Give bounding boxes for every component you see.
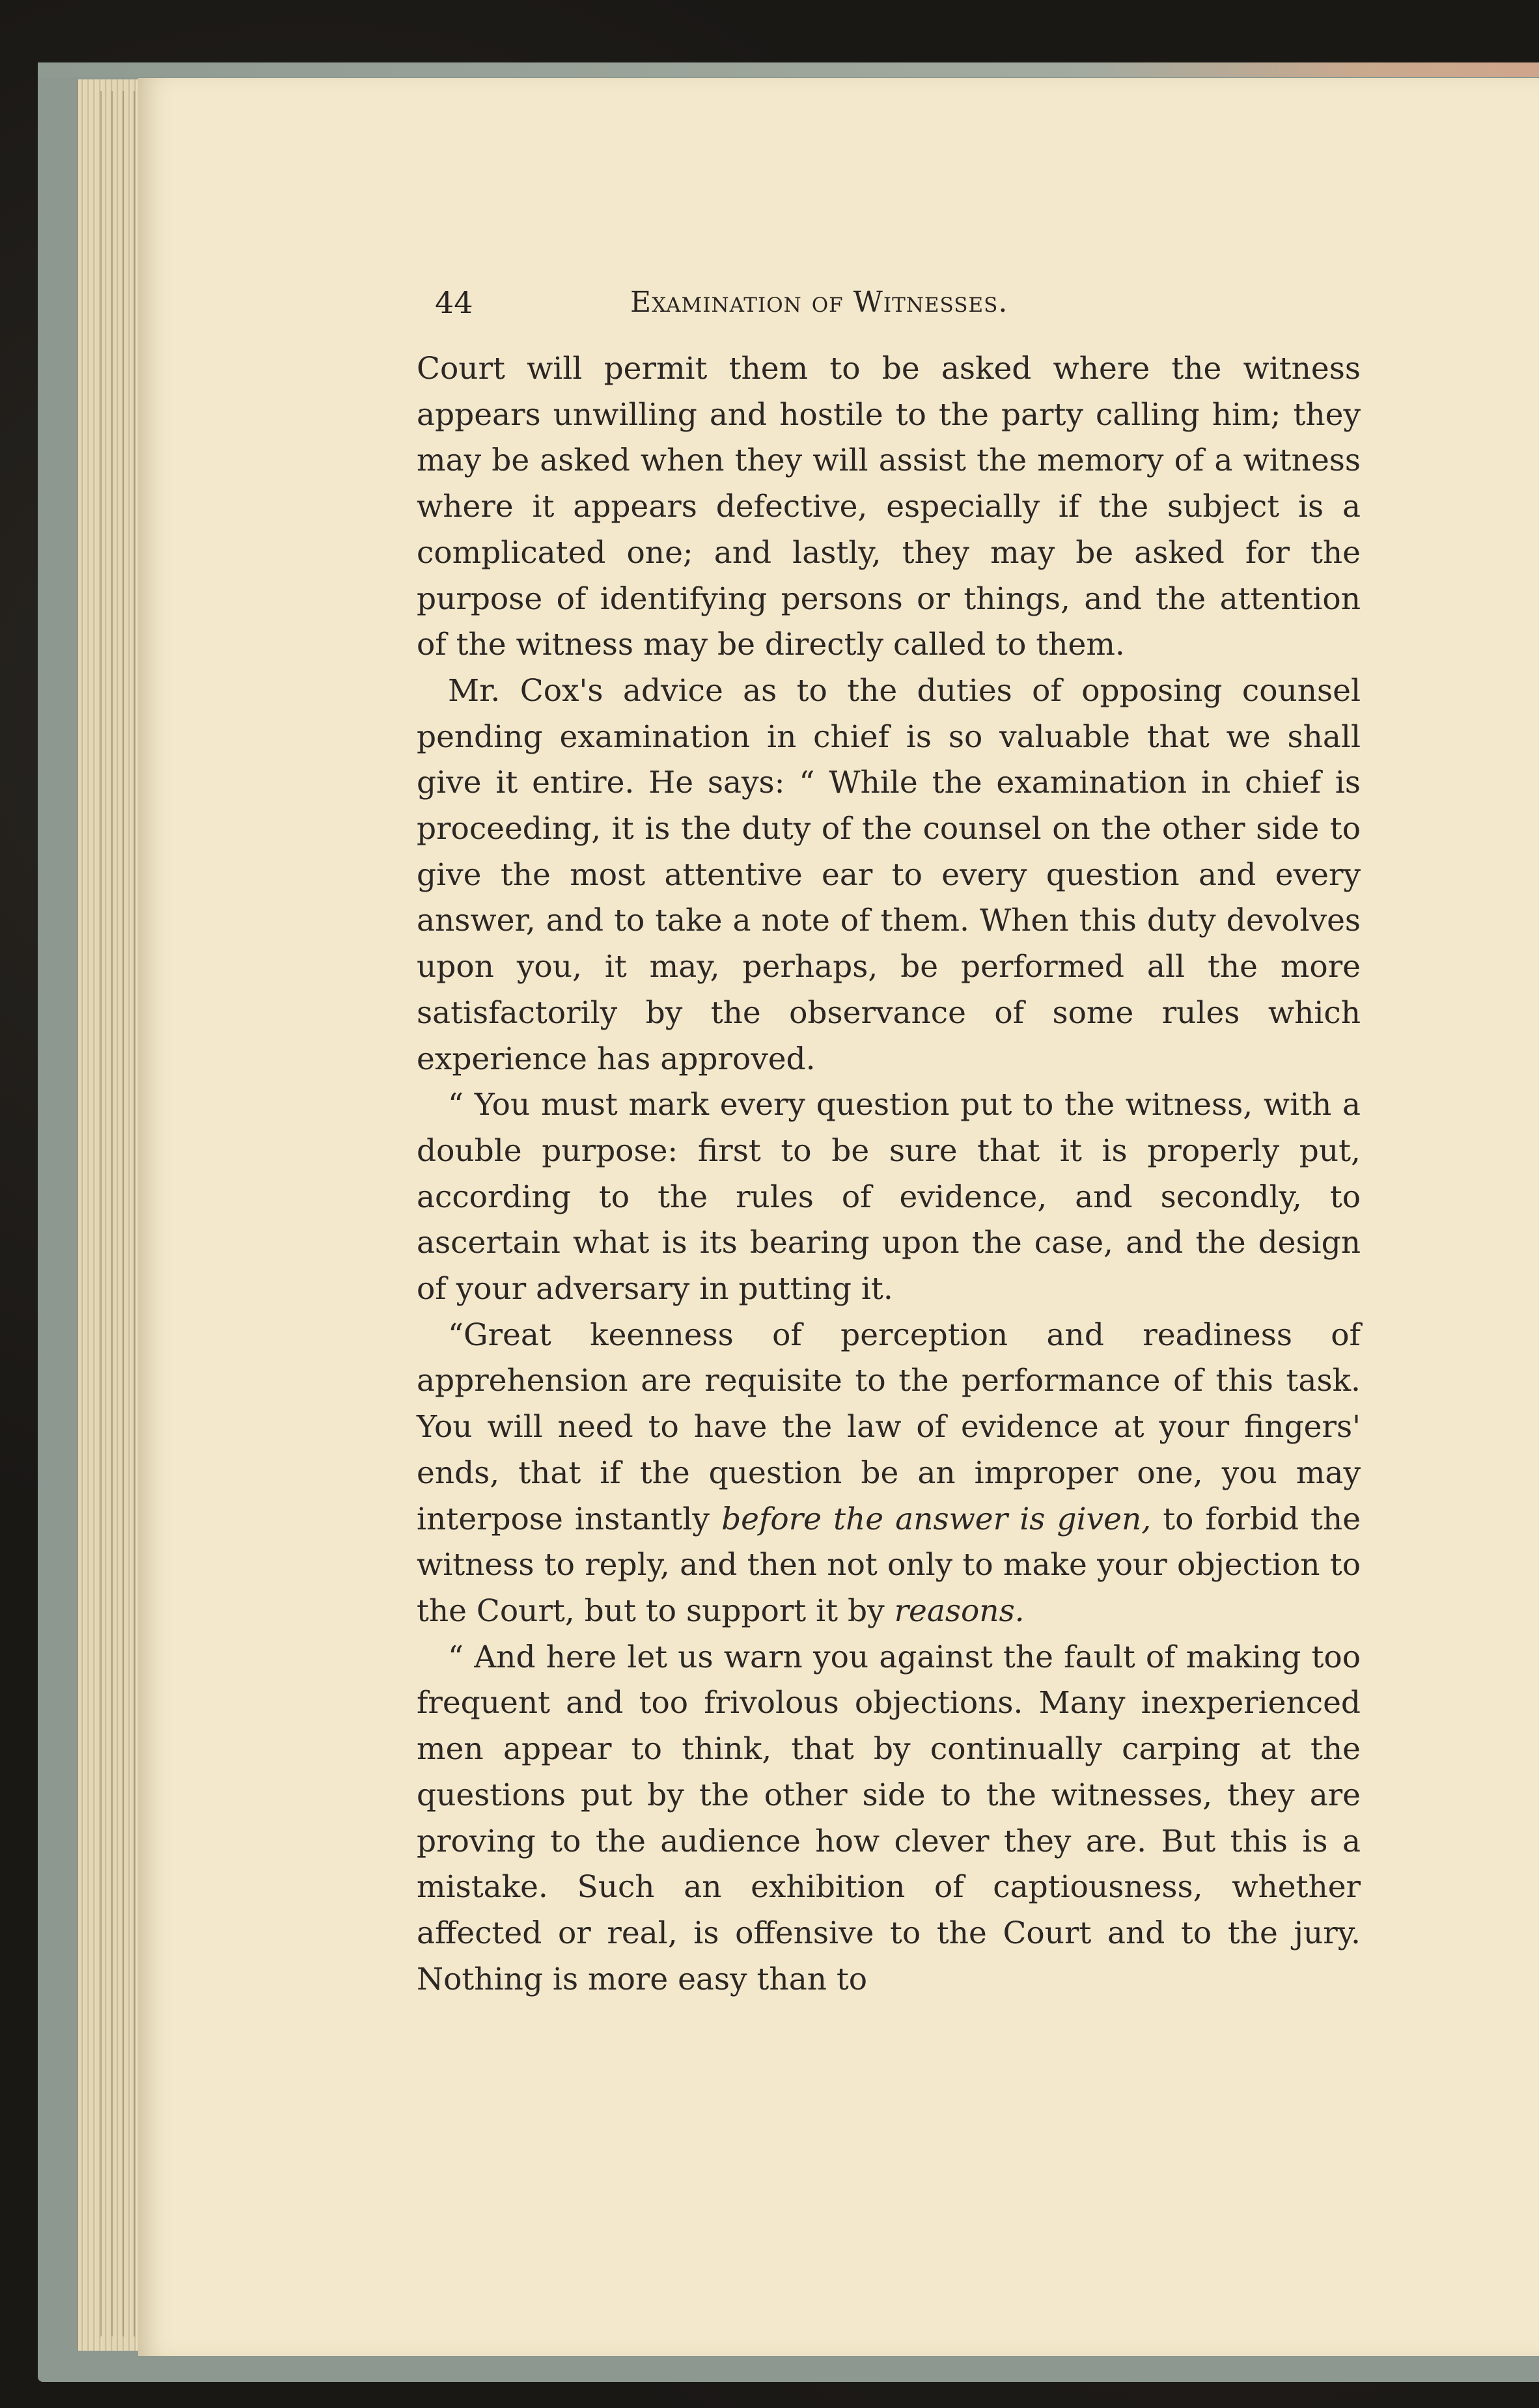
body-text [417, 346, 1361, 2003]
cover-edge [38, 62, 1539, 77]
paragraph-4-part-2: to forbid the witness to reply, and then not only to make your objection to the Court, but to support it by [417, 1501, 1361, 1629]
emphasis-reasons: reasons. [894, 1593, 1025, 1629]
paragraph-4 [417, 1313, 1361, 1635]
emphasis-before-answer: before the answer is given, [721, 1501, 1152, 1537]
running-title: Examination of Witnesses. [630, 286, 1008, 319]
page-number: 44 [435, 285, 473, 320]
gutter-lines [91, 91, 143, 2336]
page-header [435, 280, 1366, 325]
paragraph-3: “ You must mark every question put to the witness, with a double purpose: first to be sure that it is properly put, according to the rules of evidence, and secondly, to ascertain what is its bearing upon the case, and the design of your adversary in putting it. [417, 1087, 1361, 1307]
paragraph-4-part-1: “Great keenness of perception and readiness of apprehension are requisite to the performance of this task. You will need to have the law of evidence at your fingers' ends, that if the question be an improper one, you may interpose instantly [417, 1317, 1361, 1537]
paragraph-2: Mr. Cox's advice as to the duties of opposing counsel pending examination in chief is so valuable that we shall give it entire. He says: “ While the examination in chief is proceeding, it is the duty of the counsel on the other side to give the most attentive ear to every question and every answer, and to take a note of them. When this duty devolves upon you, it may, perhaps, be performed all the more satisfactorily by the observance of some rules which experience has approved. [417, 672, 1361, 1077]
paragraph-5: “ And here let us warn you against the fault of making too frequent and too frivolous objections. Many inexperienced men appear to think, that by continually carping at the questions put by the other side to the witnesses, they are proving to the audience how clever they are. But this is a mistake. Such an exhibition of captiousness, whether affected or real, is offensive to the Court and to the jury. Nothing is more easy than to [417, 1639, 1361, 1997]
paragraph-1: Court will permit them to be asked where the witness appears unwilling and hostile to the party calling him; they may be asked when they will assist the memory of a witness where it appears defective, especially if the subject is a complicated one; and lastly, they may be asked for the purpose of identifying persons or things, and the attention of the witness may be directly called to them. [417, 351, 1361, 663]
